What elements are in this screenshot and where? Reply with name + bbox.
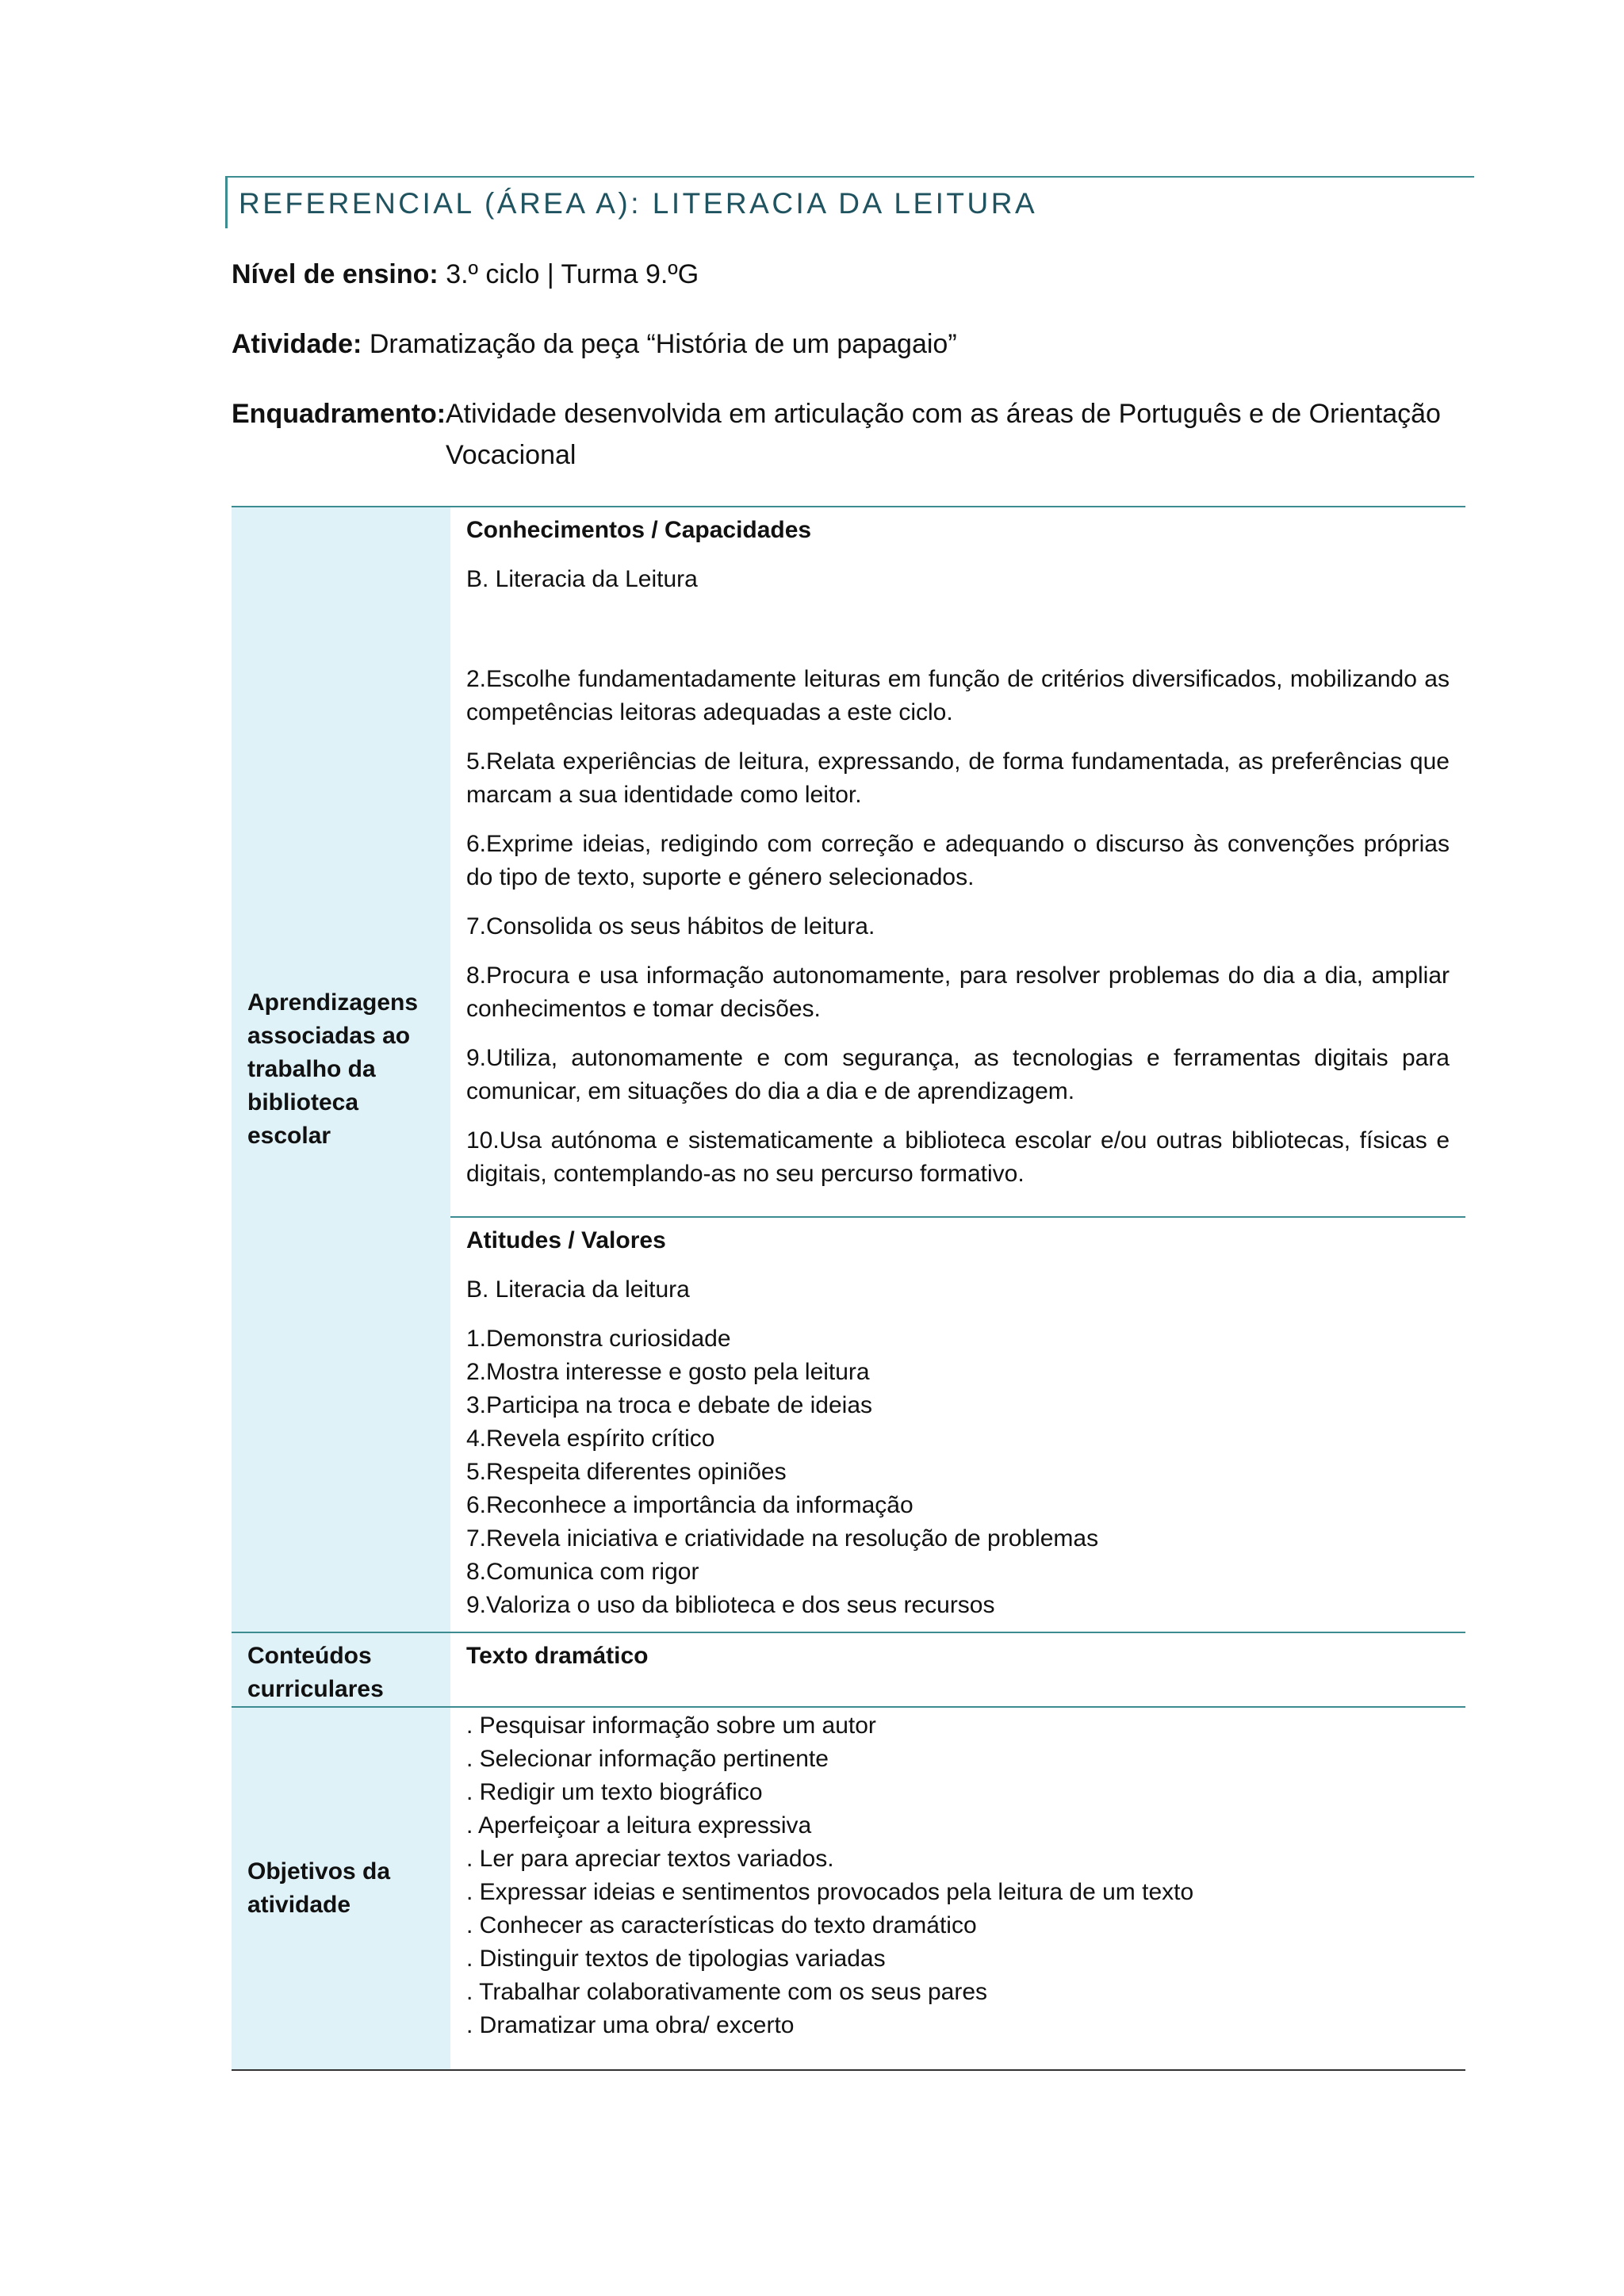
activity-table <box>232 506 1465 2071</box>
learning-row <box>232 507 1465 1217</box>
attitude-item: 1.Demonstra curiosidade <box>466 1326 731 1352</box>
activity-line <box>232 323 957 365</box>
objective-item: . Dramatizar uma obra/ excerto <box>466 2012 795 2038</box>
objective-item: . Expressar ideias e sentimentos provocados pela leitura de um texto <box>466 1879 1194 1905</box>
knowledge-item: 8.Procura e usa informação autonomamente, para resolver problemas do dia a dia, ampliar conhecimentos e tomar decisões. <box>466 962 1450 1022</box>
attitude-item: 2.Mostra interesse e gosto pela leitura <box>466 1359 870 1385</box>
attitudes-cell <box>450 1217 1465 1632</box>
level-label: Nível de ensino: <box>232 259 439 289</box>
attitude-item: 7.Revela iniciativa e criatividade na resolução de problemas <box>466 1525 1099 1552</box>
objective-item: . Aperfeiçoar a leitura expressiva <box>466 1812 812 1839</box>
attitude-item: 6.Reconhece a importância da informação <box>466 1492 914 1518</box>
attitude-item: 5.Respeita diferentes opiniões <box>466 1459 787 1485</box>
objective-item: . Trabalhar colaborativamente com os seus pares <box>466 1979 987 2005</box>
objectives-label: Objetivos da atividade <box>247 1858 391 1918</box>
title-bar <box>225 176 1474 228</box>
level-value: 3.º ciclo | Turma 9.ºG <box>446 259 699 289</box>
objectives-list <box>466 1709 1450 2042</box>
objective-item: . Redigir um texto biográfico <box>466 1779 763 1805</box>
learning-label: Aprendizagens associadas ao trabalho da biblioteca escolar <box>247 989 419 1149</box>
contents-row <box>232 1632 1465 1707</box>
knowledge-subheading: B. Literacia da Leitura <box>466 566 698 592</box>
knowledge-item: 5.Relata experiências de leitura, expressando, de forma fundamentada, as preferências que marcam a sua identidade como leitor. <box>466 748 1450 808</box>
contents-label: Conteúdos curriculares <box>247 1643 384 1702</box>
attitudes-subheading: B. Literacia da leitura <box>466 1276 690 1303</box>
contents-value: Texto dramático <box>466 1643 649 1669</box>
framework-line <box>232 393 1484 476</box>
objectives-row <box>232 1707 1465 2070</box>
framework-label: Enquadramento: <box>232 399 446 429</box>
knowledge-item: 2.Escolhe fundamentadamente leituras em função de critérios diversificados, mobilizando as competências leitoras adequadas a este ciclo. <box>466 666 1450 725</box>
attitudes-heading: Atitudes / Valores <box>466 1227 666 1253</box>
attitude-item: 8.Comunica com rigor <box>466 1559 699 1585</box>
objective-item: . Conhecer as características do texto dramático <box>466 1912 977 1938</box>
knowledge-item: 6.Exprime ideias, redigindo com correção e adequando o discurso às convenções próprias do tipo de texto, suporte e género selecionados. <box>466 831 1450 890</box>
objectives-cell <box>450 1707 1465 2070</box>
objective-item: . Selecionar informação pertinente <box>466 1746 829 1772</box>
attitudes-list <box>466 1322 1450 1622</box>
objective-item: . Pesquisar informação sobre um autor <box>466 1712 876 1739</box>
knowledge-heading: Conhecimentos / Capacidades <box>466 517 812 543</box>
attitude-item: 3.Participa na troca e debate de ideias <box>466 1392 873 1418</box>
activity-label: Atividade: <box>232 329 362 359</box>
objective-item: . Distinguir textos de tipologias variadas <box>466 1946 886 1972</box>
contents-cell <box>450 1632 1465 1707</box>
knowledge-item: 7.Consolida os seus hábitos de leitura. <box>466 913 875 939</box>
attitude-item: 4.Revela espírito crítico <box>466 1425 715 1452</box>
framework-value: Atividade desenvolvida em articulação com as áreas de Português e de Orientação Vocacional <box>446 399 1441 470</box>
contents-label-cell <box>232 1632 450 1707</box>
knowledge-cell <box>450 507 1465 1217</box>
attitude-item: 9.Valoriza o uso da biblioteca e dos seus recursos <box>466 1592 995 1618</box>
page-title: REFERENCIAL (ÁREA A): LITERACIA DA LEITURA <box>239 187 1038 220</box>
knowledge-item: 9.Utiliza, autonomamente e com segurança, as tecnologias e ferramentas digitais para comunicar, em situações do dia a dia e de aprendizagem. <box>466 1045 1450 1104</box>
learning-label-cell <box>232 507 450 1632</box>
activity-value: Dramatização da peça “História de um papagaio” <box>369 329 957 359</box>
objective-item: . Ler para apreciar textos variados. <box>466 1846 834 1872</box>
objectives-label-cell <box>232 1707 450 2070</box>
knowledge-item: 10.Usa autónoma e sistematicamente a biblioteca escolar e/ou outras bibliotecas, físicas e digitais, contemplando-as no seu percurso formativo. <box>466 1127 1450 1187</box>
level-line <box>232 254 699 295</box>
